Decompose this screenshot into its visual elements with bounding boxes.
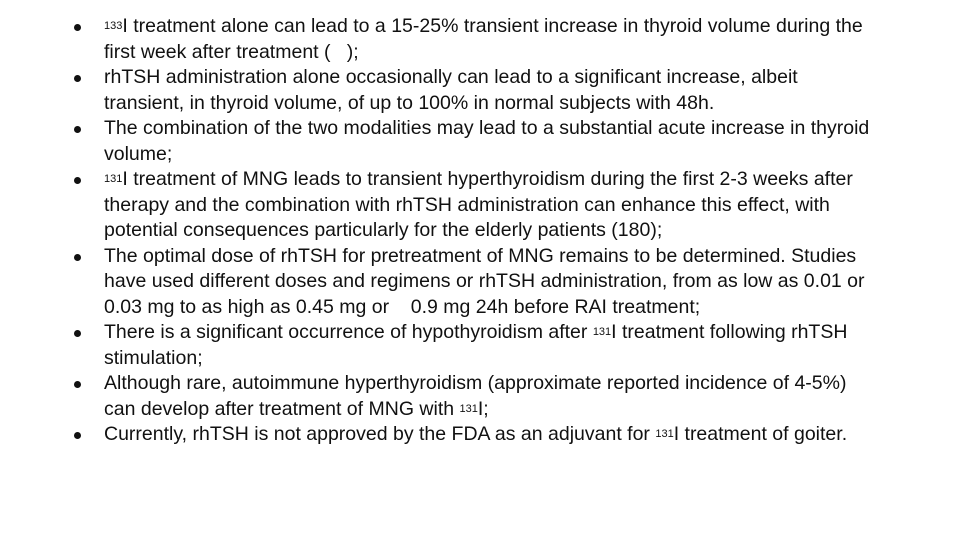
bullet-dot-icon	[74, 254, 81, 261]
bullet-dot-icon	[74, 381, 81, 388]
bullet-item-6	[0, 320, 960, 371]
bullet-text: Currently, rhTSH is not approved by the FDA as an adjuvant for	[104, 423, 656, 445]
isotope-superscript: 131	[104, 173, 123, 185]
bullet-text-end: I treatment of goiter.	[673, 423, 848, 445]
bullet-dot-icon	[74, 330, 81, 337]
bullet-text: rhTSH administration alone occasionally can lead to a significant increase, albeit transient, in thyroid volume, of up to 100% in normal subjects with 48h.	[104, 66, 798, 114]
bullet-text: The combination of the two modalities may lead to a substantial acute increase in thyroid volume;	[104, 117, 870, 165]
bullet-item-2	[0, 65, 960, 116]
bullet-text-end: );	[346, 40, 359, 63]
bullet-text-end: I;	[477, 397, 489, 420]
bullet-item-4	[0, 167, 960, 244]
bullet-text: I treatment alone can lead to a 15-25% transient increase in thyroid volume during the first week after treatment (	[104, 15, 863, 63]
bullet-dot-icon	[74, 24, 81, 31]
bullet-dot-icon	[74, 126, 81, 133]
bullet-text: There is a significant occurrence of hypothyroidism after	[104, 321, 593, 343]
bullet-item-1	[0, 14, 960, 65]
bullet-dot-icon	[74, 432, 81, 439]
blank-gap	[331, 41, 347, 63]
bullet-list	[0, 14, 960, 448]
isotope-superscript: 131	[655, 428, 674, 440]
isotope-superscript: 131	[459, 402, 478, 415]
bullet-dot-icon	[74, 75, 81, 82]
isotope-superscript: 131	[592, 326, 612, 338]
bullet-text-end: 0.9 mg 24h before RAI treatment;	[410, 295, 701, 318]
bullet-item-8	[0, 422, 960, 448]
bullet-text: I treatment of MNG leads to transient hyperthyroidism during the first 2-3 weeks after therapy and the combination with rhTSH administration can enhance this effect, with potential consequences particularly for the elderly patients (180);	[104, 168, 853, 241]
bullet-dot-icon	[74, 177, 81, 184]
blank-gap	[389, 296, 411, 318]
bullet-item-3	[0, 116, 960, 167]
isotope-superscript: 133	[104, 20, 123, 32]
bullet-item-7	[0, 371, 960, 422]
bullet-text: Although rare, autoimmune hyperthyroidism (approximate reported incidence of 4-5%) can develop after treatment of MNG with	[104, 372, 847, 420]
bullet-text-end: I treatment following rhTSH stimulation;	[104, 321, 848, 369]
bullet-text: The optimal dose of rhTSH for pretreatment of MNG remains to be determined. Studies have used different doses and regimens or rhTSH administration, from as low as 0.01 or 0.03 mg to as high as 0.45 mg or	[104, 244, 865, 318]
bullet-item-5	[0, 244, 960, 321]
